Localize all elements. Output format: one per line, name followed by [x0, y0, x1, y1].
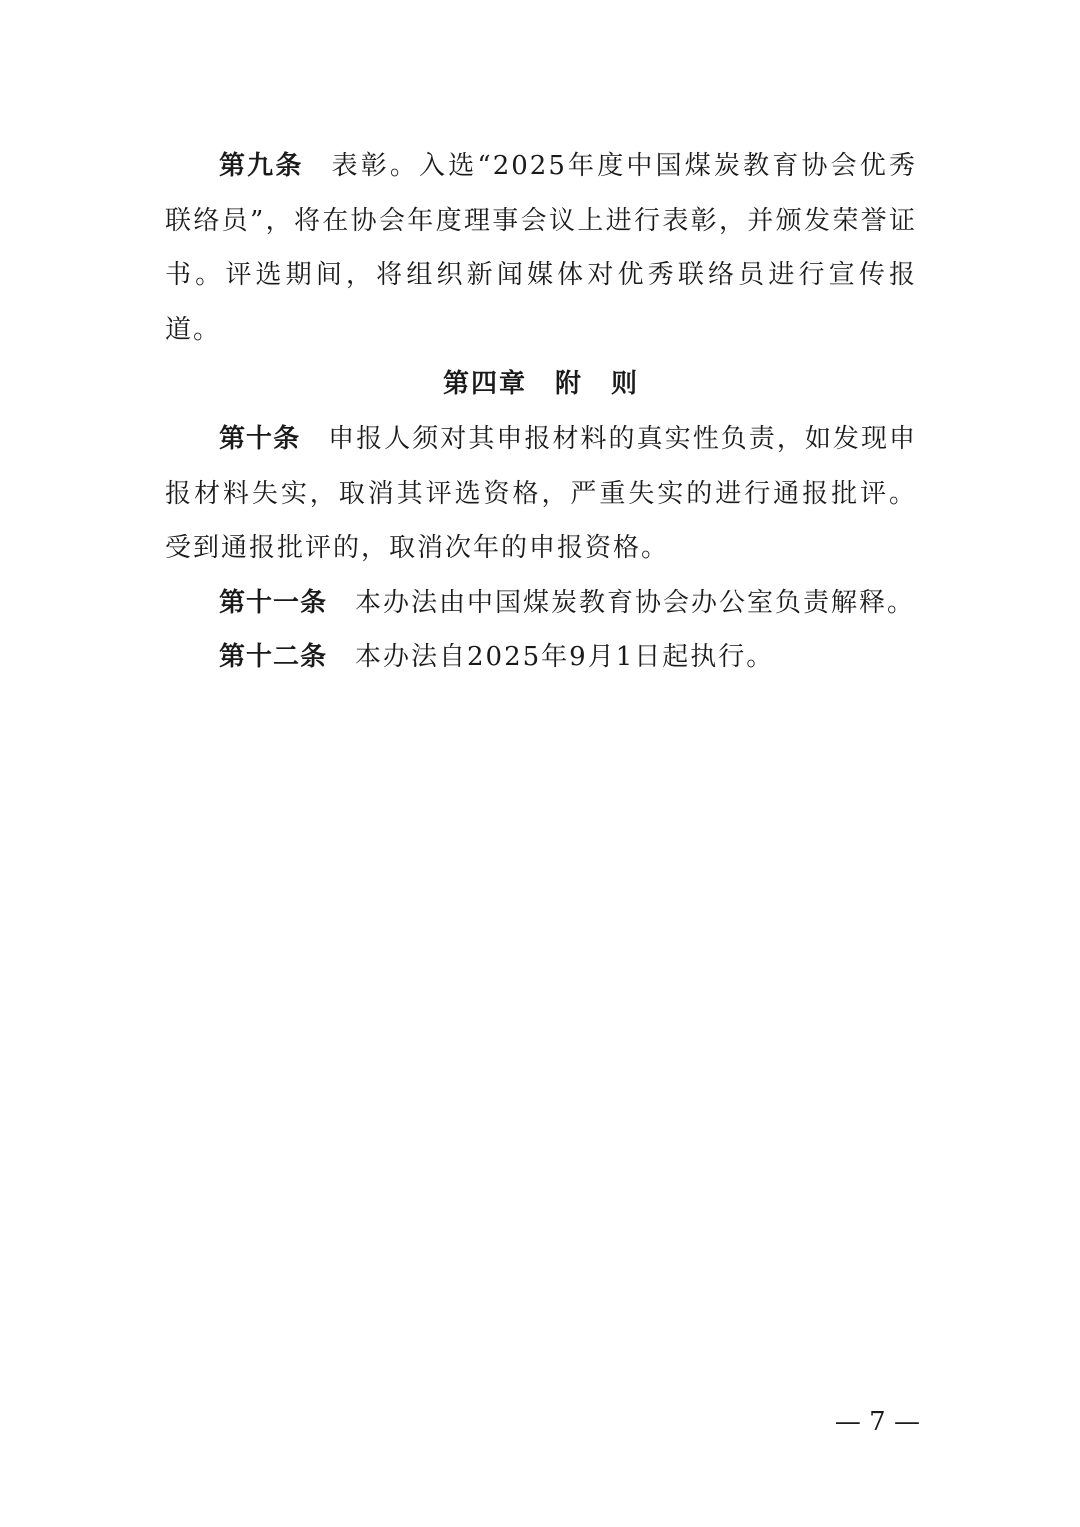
article-9 — [165, 139, 917, 357]
article-label: 第九条 — [219, 151, 304, 181]
page-number: — 7 — — [834, 1407, 920, 1437]
chapter-heading: 第四章 附 则 — [442, 369, 639, 400]
article-11 — [165, 576, 917, 631]
article-12 — [165, 630, 917, 685]
article-10 — [165, 412, 917, 576]
article-label: 第十一条 — [219, 587, 328, 618]
article-text: 表彰。入选“2025年度中国煤炭教育协会优秀联络员”，将在协会年度理事会议上进行表彰，并颁发荣誉证书。评选期间，将组织新闻媒体对优秀联络员进行宣传报道。 — [165, 151, 917, 345]
article-label: 第十条 — [219, 423, 301, 454]
article-text: 本办法自2025年9月1日起执行。 — [355, 642, 775, 673]
document-body — [165, 139, 917, 685]
article-text: 本办法由中国煤炭教育协会办公室负责解释。 — [355, 587, 916, 618]
article-label: 第十二条 — [219, 642, 328, 673]
article-text: 申报人须对其申报材料的真实性负责，如发现申报材料失实，取消其评选资格，严重失实的进行通报批评。受到通报批评的，取消次年的申报资格。 — [165, 423, 917, 564]
